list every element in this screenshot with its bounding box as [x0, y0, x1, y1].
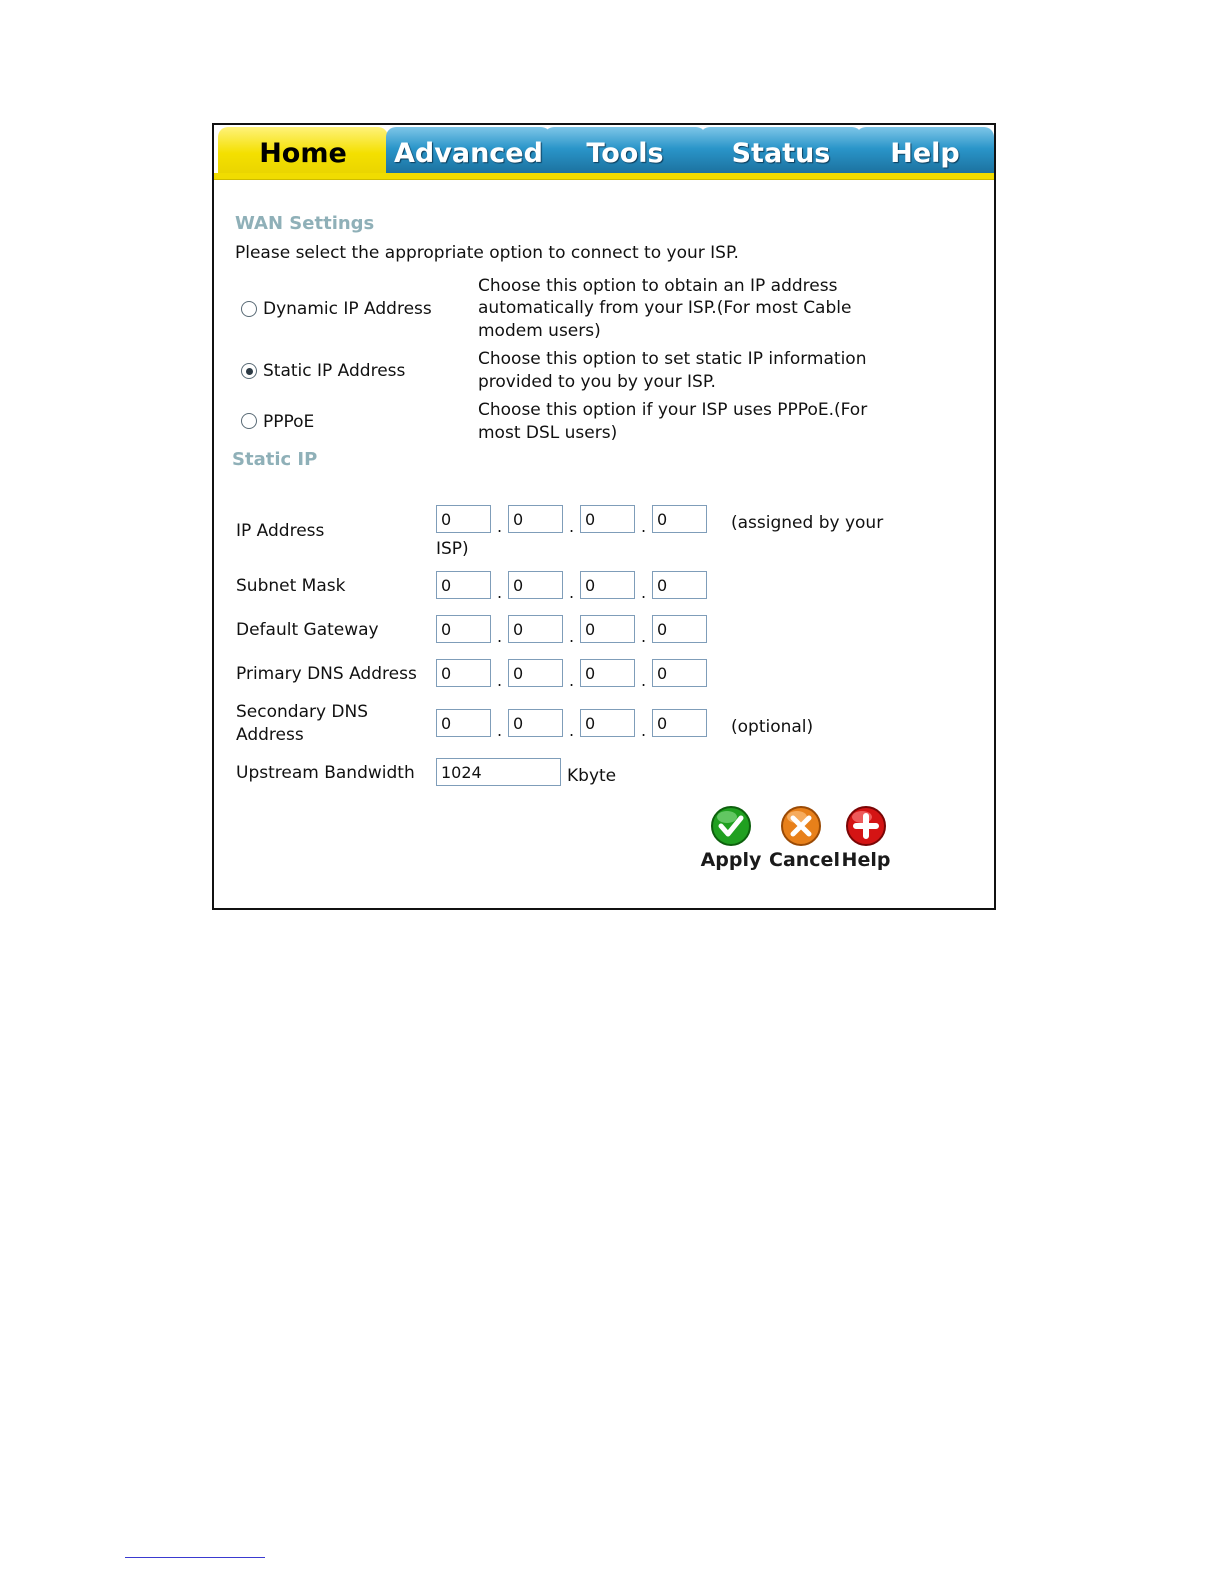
- help-label: Help: [841, 849, 891, 871]
- secondary-dns-label: Secondary DNS: [236, 702, 369, 722]
- dot-separator: .: [641, 671, 647, 690]
- dns2-octet-1[interactable]: [436, 709, 491, 737]
- wan-intro-text: Please select the appropriate option to connect to your ISP.: [235, 243, 739, 263]
- static-ip-title: Static IP: [232, 449, 318, 470]
- apply-button[interactable]: [699, 805, 763, 871]
- tab-home[interactable]: Home: [218, 127, 388, 175]
- ip-octet-2[interactable]: [508, 505, 563, 533]
- radio-static-ip[interactable]: [241, 363, 257, 379]
- ip-octet-1[interactable]: [436, 505, 491, 533]
- tab-underline: [214, 173, 994, 180]
- dot-separator: .: [497, 517, 503, 536]
- check-icon: [710, 805, 752, 847]
- ip-address-label: IP Address: [236, 521, 325, 541]
- dns1-octet-4[interactable]: [652, 659, 707, 687]
- gateway-octet-4[interactable]: [652, 615, 707, 643]
- cancel-label: Cancel: [769, 849, 840, 871]
- static-ip-desc-line1: Choose this option to set static IP information: [478, 349, 867, 369]
- ip-assigned-note-cont: ISP): [436, 539, 469, 559]
- dot-separator: .: [569, 583, 575, 602]
- cancel-button[interactable]: [769, 805, 840, 871]
- dns1-octet-3[interactable]: [580, 659, 635, 687]
- secondary-dns-label-cont: Address: [236, 725, 304, 745]
- tab-status[interactable]: Status: [700, 127, 862, 175]
- dynamic-ip-desc-line1: Choose this option to obtain an IP address: [478, 276, 838, 296]
- dot-separator: .: [497, 671, 503, 690]
- dynamic-ip-desc-line2: automatically from your ISP.(For most Cable: [478, 298, 852, 318]
- ip-assigned-note: (assigned by your: [731, 513, 884, 533]
- dns2-octet-4[interactable]: [652, 709, 707, 737]
- optional-note: (optional): [731, 717, 814, 737]
- primary-dns-label: Primary DNS Address: [236, 664, 417, 684]
- bandwidth-unit: Kbyte: [567, 766, 617, 786]
- dot-separator: .: [569, 627, 575, 646]
- upstream-bandwidth-label: Upstream Bandwidth: [236, 763, 415, 783]
- footnote-rule: [125, 1557, 265, 1558]
- dns1-octet-2[interactable]: [508, 659, 563, 687]
- gateway-octet-1[interactable]: [436, 615, 491, 643]
- dynamic-ip-label[interactable]: Dynamic IP Address: [263, 299, 432, 319]
- apply-label: Apply: [700, 849, 762, 871]
- dns2-octet-3[interactable]: [580, 709, 635, 737]
- static-ip-desc-line2: provided to you by your ISP.: [478, 372, 716, 392]
- dot-separator: .: [497, 583, 503, 602]
- radio-dynamic-ip[interactable]: [241, 301, 257, 317]
- dynamic-ip-desc-line3: modem users): [478, 321, 601, 341]
- dot-separator: .: [569, 721, 575, 740]
- dns1-octet-1[interactable]: [436, 659, 491, 687]
- tab-help[interactable]: Help: [856, 127, 994, 175]
- radio-selected-dot: [246, 368, 253, 375]
- subnet-octet-3[interactable]: [580, 571, 635, 599]
- pppoe-desc-line1: Choose this option if your ISP uses PPPoE.(For: [478, 400, 868, 420]
- tab-bar: [214, 125, 994, 181]
- default-gateway-label: Default Gateway: [236, 620, 379, 640]
- help-button[interactable]: [834, 805, 898, 871]
- dot-separator: .: [641, 517, 647, 536]
- ip-octet-4[interactable]: [652, 505, 707, 533]
- subnet-octet-4[interactable]: [652, 571, 707, 599]
- dot-separator: .: [641, 627, 647, 646]
- static-ip-label[interactable]: Static IP Address: [263, 361, 406, 381]
- dot-separator: .: [497, 627, 503, 646]
- x-icon: [780, 805, 822, 847]
- gateway-octet-2[interactable]: [508, 615, 563, 643]
- subnet-mask-label: Subnet Mask: [236, 576, 346, 596]
- upstream-bandwidth-input[interactable]: [436, 758, 561, 786]
- ip-octet-3[interactable]: [580, 505, 635, 533]
- gateway-octet-3[interactable]: [580, 615, 635, 643]
- dot-separator: .: [641, 721, 647, 740]
- router-config-window: [212, 123, 996, 910]
- dot-separator: .: [569, 671, 575, 690]
- pppoe-desc-line2: most DSL users): [478, 423, 618, 443]
- plus-icon: [845, 805, 887, 847]
- tab-tools[interactable]: Tools: [544, 127, 706, 175]
- dot-separator: .: [497, 721, 503, 740]
- dot-separator: .: [569, 517, 575, 536]
- wan-settings-title: WAN Settings: [235, 213, 375, 234]
- dns2-octet-2[interactable]: [508, 709, 563, 737]
- pppoe-label[interactable]: PPPoE: [263, 412, 315, 432]
- subnet-octet-2[interactable]: [508, 571, 563, 599]
- dot-separator: .: [641, 583, 647, 602]
- tab-advanced[interactable]: Advanced: [386, 127, 551, 175]
- radio-pppoe[interactable]: [241, 413, 257, 429]
- subnet-octet-1[interactable]: [436, 571, 491, 599]
